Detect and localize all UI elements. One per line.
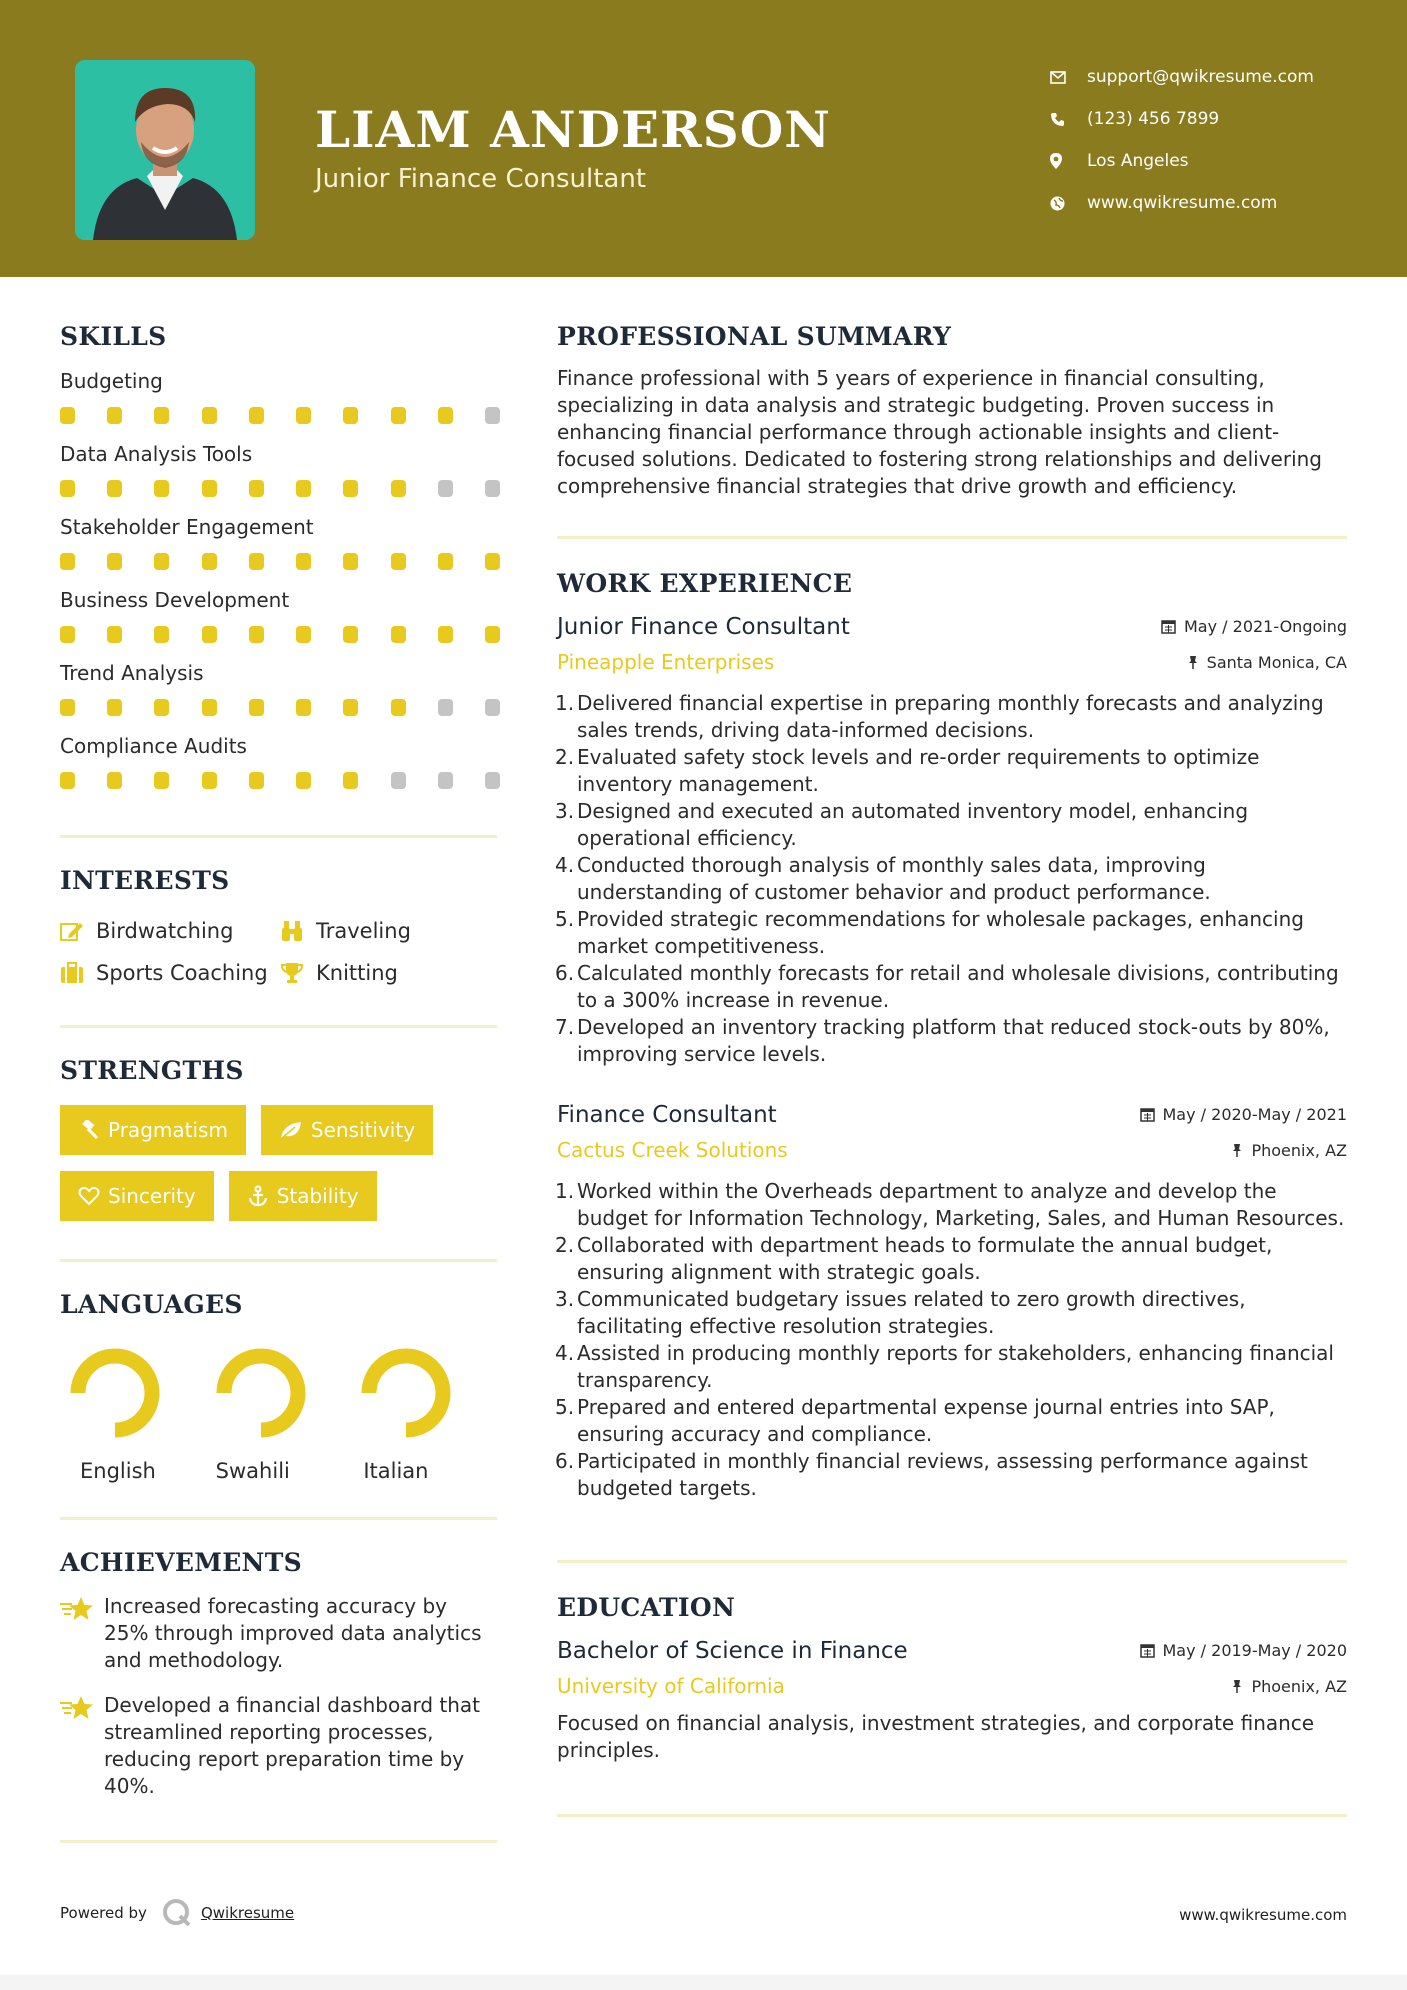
job-bullet: Designed and executed an automated inventory model, enhancing operational efficiency. — [577, 799, 1249, 850]
section-divider — [60, 1025, 497, 1028]
strength-label: Sensitivity — [310, 1118, 416, 1142]
rating-dot-empty — [438, 772, 453, 789]
rating-dot-filled — [202, 407, 217, 424]
rating-dot-filled — [391, 553, 406, 570]
header-banner — [0, 0, 1407, 277]
skills-title: SKILLS — [60, 322, 167, 351]
summary-title: PROFESSIONAL SUMMARY — [557, 322, 952, 351]
page-bottom-edge — [0, 1975, 1407, 1990]
rating-dot-empty — [485, 480, 500, 497]
job-bullet: Collaborated with department heads to formulate the annual budget, ensuring alignment with strategic goals. — [577, 1233, 1273, 1284]
job-bullets — [557, 690, 1347, 1068]
rating-dot-filled — [438, 553, 453, 570]
rating-dot-filled — [296, 699, 311, 716]
rating-dot-filled — [60, 553, 75, 570]
rating-dot-filled — [202, 553, 217, 570]
job-date-text: May / 2020-May / 2021 — [1162, 1105, 1347, 1124]
rating-dot-filled — [438, 407, 453, 424]
skill-rating — [60, 407, 500, 424]
rating-dot-empty — [485, 407, 500, 424]
language-item — [351, 1343, 497, 1483]
skills-list — [60, 369, 497, 789]
section-divider — [557, 536, 1347, 539]
rating-dot-filled — [154, 480, 169, 497]
achievement-text: Developed a financial dashboard that streamlined reporting processes, reducing report preparation time by 40%. — [104, 1693, 481, 1798]
rating-dot-filled — [202, 480, 217, 497]
footer-powered-by — [60, 1897, 294, 1929]
job-bullet: Conducted thorough analysis of monthly sales data, improving understanding of customer behavior and product performance. — [577, 853, 1211, 904]
work-title: WORK EXPERIENCE — [557, 569, 853, 598]
language-item — [206, 1343, 352, 1483]
rating-dot-empty — [485, 772, 500, 789]
calendar-icon — [1140, 1643, 1155, 1658]
skill-item — [60, 515, 497, 570]
strength-label: Stability — [276, 1184, 359, 1208]
binoculars-icon — [280, 920, 304, 942]
skill-rating — [60, 772, 500, 789]
languages-list — [60, 1343, 497, 1483]
rating-dot-filled — [107, 407, 122, 424]
languages-title: LANGUAGES — [60, 1290, 243, 1319]
job-location-text: Phoenix, AZ — [1251, 1140, 1347, 1160]
rating-dot-filled — [60, 699, 75, 716]
powered-by-text: Powered by — [60, 1904, 147, 1922]
education-entry — [557, 1638, 1347, 1764]
rating-dot-filled — [154, 699, 169, 716]
education-title: EDUCATION — [557, 1593, 736, 1622]
language-name: English — [80, 1459, 156, 1483]
right-column — [557, 322, 1347, 1817]
rating-dot-filled — [249, 626, 264, 643]
summary-text: Finance professional with 5 years of experience in financial consulting, specializing in data analysis and strategic budgeting. Proven success in enhancing financial performance through actionable insights and client-focused solutions. Dedicated to fostering strong relationships and delivering comprehensive financial strategies that drive growth and efficiency. — [557, 366, 1322, 498]
job-bullets — [557, 1178, 1347, 1502]
skill-item — [60, 661, 497, 716]
education-location — [1231, 1677, 1347, 1696]
job-bullet: Calculated monthly forecasts for retail and wholesale divisions, contributing to a 300% increase in revenue. — [577, 961, 1339, 1012]
rating-dot-filled — [154, 772, 169, 789]
interest-item — [60, 961, 280, 985]
job-date — [1161, 617, 1347, 636]
skill-name: Business Development — [60, 588, 290, 612]
anchor-icon — [247, 1185, 269, 1207]
rating-dot-filled — [485, 553, 500, 570]
achievement-item — [60, 1692, 497, 1800]
qwikresume-link[interactable]: Qwikresume — [200, 1904, 295, 1922]
rating-dot-filled — [60, 626, 75, 643]
rating-dot-filled — [107, 626, 122, 643]
interest-label: Birdwatching — [96, 919, 234, 943]
rating-dot-filled — [296, 553, 311, 570]
rating-dot-filled — [249, 699, 264, 716]
strength-label: Pragmatism — [108, 1118, 228, 1142]
job-date-text: May / 2021-Ongoing — [1184, 617, 1347, 636]
strength-badge — [60, 1105, 246, 1155]
section-divider — [557, 1814, 1347, 1817]
rating-dot-filled — [391, 480, 406, 497]
left-column — [60, 322, 497, 1843]
strength-badge — [261, 1105, 433, 1155]
skill-rating — [60, 626, 500, 643]
heart-icon — [78, 1186, 100, 1206]
rating-dot-filled — [202, 699, 217, 716]
language-name: Italian — [363, 1459, 429, 1483]
job-bullet: Developed an inventory tracking platform that reduced stock-outs by 80%, improving service levels. — [577, 1015, 1330, 1066]
rating-dot-filled — [485, 626, 500, 643]
rating-dot-filled — [107, 772, 122, 789]
strength-badge — [229, 1171, 377, 1221]
skill-item — [60, 588, 497, 643]
rating-dot-filled — [391, 407, 406, 424]
education-text: Focused on financial analysis, investment strategies, and corporate finance principles. — [557, 1711, 1315, 1762]
interest-label: Sports Coaching — [96, 961, 268, 985]
gavel-icon — [78, 1120, 100, 1140]
job-bullet: Assisted in producing monthly reports for stakeholders, enhancing financial transparency. — [577, 1341, 1334, 1392]
rating-dot-filled — [296, 407, 311, 424]
rating-dot-filled — [391, 626, 406, 643]
skill-name: Data Analysis Tools — [60, 442, 253, 466]
pin-icon — [1187, 655, 1199, 670]
rating-dot-filled — [154, 626, 169, 643]
job-location — [1187, 653, 1347, 672]
skill-rating — [60, 553, 500, 570]
job-bullet: Evaluated safety stock levels and re-order requirements to optimize inventory management. — [577, 745, 1260, 796]
rating-dot-filled — [249, 480, 264, 497]
qwikresume-logo-icon — [161, 1897, 193, 1929]
pin-icon — [1231, 1679, 1243, 1694]
skill-rating — [60, 699, 500, 716]
rating-dot-filled — [343, 553, 358, 570]
rating-dot-filled — [438, 626, 453, 643]
briefcase-icon — [60, 962, 84, 984]
rating-dot-filled — [343, 699, 358, 716]
job-bullet: Participated in monthly financial reviews, assessing performance against budgeted targets. — [577, 1449, 1308, 1500]
skill-item — [60, 442, 497, 497]
contact-phone[interactable] — [1050, 98, 1314, 140]
job-entry — [557, 614, 1347, 1068]
rating-dot-filled — [107, 480, 122, 497]
job-bullet: Communicated budgetary issues related to zero growth directives, facilitating effective resolution strategies. — [577, 1287, 1246, 1338]
section-divider — [60, 1517, 497, 1520]
section-divider — [60, 835, 497, 838]
phone-icon — [1050, 112, 1087, 127]
contact-phone-text: (123) 456 7899 — [1087, 109, 1220, 129]
rating-dot-filled — [107, 699, 122, 716]
rating-dot-filled — [60, 772, 75, 789]
education-date — [1140, 1641, 1348, 1660]
contact-location — [1050, 140, 1314, 182]
rating-dot-filled — [154, 553, 169, 570]
school-name: University of California — [557, 1674, 785, 1698]
star-icon — [60, 1694, 94, 1724]
person-photo-icon — [75, 60, 255, 240]
rating-dot-filled — [343, 626, 358, 643]
rating-dot-filled — [202, 626, 217, 643]
calendar-icon — [1161, 619, 1176, 634]
job-bullet: Provided strategic recommendations for wholesale packages, enhancing market competitiveness. — [577, 907, 1304, 958]
rating-dot-filled — [154, 407, 169, 424]
globe-icon — [1050, 196, 1087, 211]
skill-item — [60, 369, 497, 424]
skill-name: Budgeting — [60, 369, 163, 393]
rating-dot-filled — [296, 772, 311, 789]
candidate-name: LIAM ANDERSON — [315, 100, 831, 159]
company-name: Pineapple Enterprises — [557, 650, 775, 674]
rating-dot-filled — [60, 480, 75, 497]
strength-label: Sincerity — [108, 1184, 196, 1208]
rating-dot-filled — [249, 553, 264, 570]
achievements-list — [60, 1593, 497, 1800]
candidate-title: Junior Finance Consultant — [315, 164, 647, 194]
rating-dot-empty — [485, 699, 500, 716]
language-name: Swahili — [215, 1459, 290, 1483]
section-divider — [557, 1560, 1347, 1563]
job-bullet: Delivered financial expertise in preparing monthly forecasts and analyzing sales trends, driving data-informed decisions. — [577, 691, 1324, 742]
trophy-icon — [280, 962, 304, 984]
degree-title: Bachelor of Science in Finance — [557, 1638, 908, 1664]
leaf-icon — [279, 1120, 303, 1140]
language-level-ring — [211, 1343, 311, 1443]
interests-list — [60, 919, 497, 985]
rating-dot-filled — [391, 699, 406, 716]
contact-list — [1050, 56, 1314, 224]
location-pin-icon — [1050, 153, 1087, 169]
contact-website-text: www.qwikresume.com — [1087, 193, 1278, 213]
rating-dot-empty — [438, 480, 453, 497]
rating-dot-filled — [107, 553, 122, 570]
rating-dot-filled — [343, 407, 358, 424]
interest-label: Knitting — [316, 961, 398, 985]
contact-website[interactable] — [1050, 182, 1314, 224]
interests-title: INTERESTS — [60, 866, 230, 895]
job-date — [1140, 1105, 1348, 1124]
rating-dot-filled — [343, 772, 358, 789]
skill-name: Compliance Audits — [60, 734, 247, 758]
education-date-text: May / 2019-May / 2020 — [1162, 1641, 1347, 1660]
interest-label: Traveling — [316, 919, 411, 943]
rating-dot-filled — [296, 626, 311, 643]
skill-name: Stakeholder Engagement — [60, 515, 314, 539]
job-location — [1231, 1141, 1347, 1160]
education-location-text: Phoenix, AZ — [1251, 1676, 1347, 1696]
job-title: Finance Consultant — [557, 1102, 777, 1128]
job-title: Junior Finance Consultant — [557, 614, 850, 640]
calendar-icon — [1140, 1107, 1155, 1122]
company-name: Cactus Creek Solutions — [557, 1138, 788, 1162]
strengths-list — [60, 1105, 500, 1221]
section-divider — [60, 1259, 497, 1262]
envelope-icon — [1050, 71, 1087, 84]
contact-email-text: support@qwikresume.com — [1087, 67, 1314, 87]
job-bullet: Prepared and entered departmental expense journal entries into SAP, ensuring accuracy and compliance. — [577, 1395, 1275, 1446]
footer-url[interactable]: www.qwikresume.com — [1179, 1906, 1347, 1924]
rating-dot-empty — [438, 699, 453, 716]
job-location-text: Santa Monica, CA — [1206, 652, 1347, 672]
interest-item — [60, 919, 280, 943]
interest-item — [280, 961, 500, 985]
language-level-ring — [356, 1343, 456, 1443]
job-entry — [557, 1102, 1347, 1502]
star-icon — [60, 1595, 94, 1625]
skill-rating — [60, 480, 500, 497]
rating-dot-filled — [249, 407, 264, 424]
strengths-title: STRENGTHS — [60, 1056, 244, 1085]
profile-photo — [75, 60, 255, 240]
section-divider — [60, 1840, 497, 1843]
language-level-ring — [65, 1343, 165, 1443]
strength-badge — [60, 1171, 214, 1221]
skill-item — [60, 734, 497, 789]
skill-name: Trend Analysis — [60, 661, 204, 685]
language-item — [60, 1343, 206, 1483]
rating-dot-filled — [343, 480, 358, 497]
rating-dot-filled — [60, 407, 75, 424]
pencil-icon — [60, 920, 84, 942]
achievements-title: ACHIEVEMENTS — [60, 1548, 302, 1577]
rating-dot-filled — [249, 772, 264, 789]
achievement-item — [60, 1593, 497, 1674]
contact-location-text: Los Angeles — [1087, 151, 1189, 171]
achievement-text: Increased forecasting accuracy by 25% through improved data analytics and methodology. — [104, 1594, 482, 1672]
job-bullet: Worked within the Overheads department to analyze and develop the budget for Information Technology, Marketing, Sales, and Human Resources. — [577, 1179, 1345, 1230]
interest-item — [280, 919, 500, 943]
rating-dot-filled — [296, 480, 311, 497]
rating-dot-empty — [391, 772, 406, 789]
rating-dot-filled — [202, 772, 217, 789]
contact-email[interactable] — [1050, 56, 1314, 98]
pin-icon — [1231, 1143, 1243, 1158]
